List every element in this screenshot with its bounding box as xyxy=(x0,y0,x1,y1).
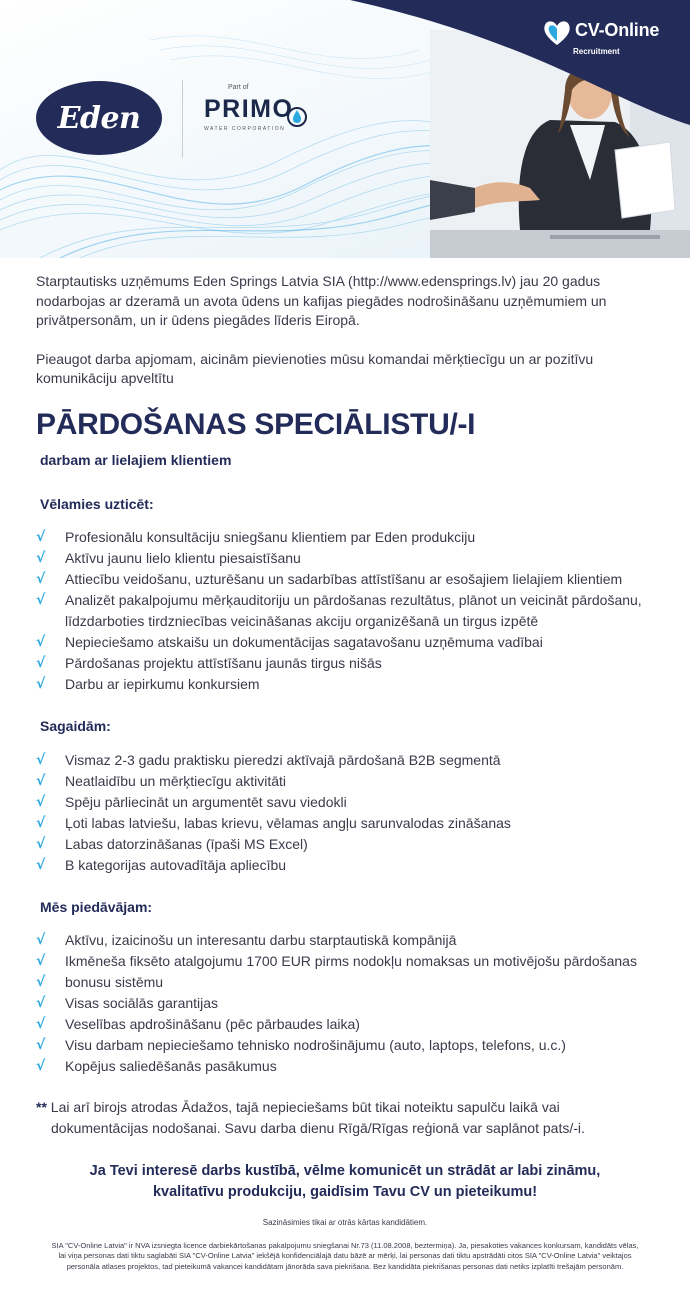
checkmark-icon: √ xyxy=(36,995,46,1011)
duties-list xyxy=(36,527,666,695)
list-item: √ Ikmēneša fiksēto atalgojumu 1700 EUR pirms nodokļu nomaksas un motivējošu pārdošanas xyxy=(36,951,666,972)
logo-divider xyxy=(182,80,183,158)
list-item: √ bonusu sistēmu xyxy=(36,972,666,993)
intro-block xyxy=(36,272,666,389)
note-asterisks: ** xyxy=(36,1099,47,1115)
checkmark-icon: √ xyxy=(36,592,46,608)
eden-logo xyxy=(35,80,163,156)
checkmark-icon: √ xyxy=(36,571,46,587)
list-item: √ Nepieciešamo atskaišu un dokumentācijas sagatavošanu uzņēmuma vadībai xyxy=(36,632,666,653)
list-item: √ B kategorijas autovadītāja apliecību xyxy=(36,855,666,876)
checkmark-icon: √ xyxy=(36,634,46,650)
checkmark-icon: √ xyxy=(36,752,46,768)
job-subtitle: darbam ar lielajiem klientiem xyxy=(40,452,232,468)
checkmark-icon: √ xyxy=(36,550,46,566)
note-line-1: Lai arī birojs atrodas Ādažos, tajā nepieciešams būt tikai noteiktu sapulču laikā vai xyxy=(50,1099,560,1115)
list-item: √ Attiecību veidošanu, uzturēšanu un sadarbības attīstīšanu ar esošajiem lielajiem klientiem xyxy=(36,569,666,590)
list-item: √ Pārdošanas projektu attīstīšanu jaunās tirgus nišās xyxy=(36,653,666,674)
requirements-list xyxy=(36,750,666,876)
list-item: √ Aktīvu jaunu lielo klientu piesaistīšanu xyxy=(36,548,666,569)
list-item: √ Profesionālu konsultāciju sniegšanu klientiem par Eden produkciju xyxy=(36,527,666,548)
checkmark-icon: √ xyxy=(36,529,46,545)
cv-online-heart-icon xyxy=(543,20,571,46)
list-item: √ Neatlaidību un mērķtiecīgu aktivitāti xyxy=(36,771,666,792)
checkmark-icon: √ xyxy=(36,676,46,692)
list-item: √ Veselības apdrošināšanu (pēc pārbaudes laika) xyxy=(36,1014,666,1035)
checkmark-icon: √ xyxy=(36,1037,46,1053)
list-item: √ Visas sociālās garantijas xyxy=(36,993,666,1014)
call-to-action xyxy=(36,1161,654,1203)
section-heading-duties: Vēlamies uzticēt: xyxy=(40,496,154,512)
list-item: √ Analizēt pakalpojumu mērķauditoriju un pārdošanas rezultātus, plānot un veicināt pārdošanu, līdzdarboties tirdzniecības veicināšanas akciju organizēšanā un tirgus izpētē xyxy=(36,592,642,629)
checkmark-icon: √ xyxy=(36,974,46,990)
primo-tagline: WATER CORPORATION xyxy=(204,126,286,132)
checkmark-icon: √ xyxy=(36,794,46,810)
checkmark-icon: √ xyxy=(36,655,46,671)
intro-paragraph-company: Starptautisks uzņēmums Eden Springs Latvia SIA (http://www.edensprings.lv) jau 20 gadus nodarbojas ar dzeramā un avota ūdens un kafijas piegādes nodrošināšanu uzņēmumiem un privātpersonām, un ir ūdens piegādes līderis Eiropā. xyxy=(36,273,607,328)
list-item: √ Aktīvu, izaicinošu un interesantu darbu starptautiskā kompānijā xyxy=(36,930,666,951)
list-item: √ Ļoti labas latviešu, labas krievu, vēlamas angļu sarunvalodas zināšanas xyxy=(36,813,666,834)
cv-online-tagline: Recruitment xyxy=(573,47,620,56)
section-heading-offer: Mēs piedāvājam: xyxy=(40,899,153,915)
cta-line-1: Ja Tevi interesē darbs kustībā, vēlme komunicēt un strādāt ar labi zināmu, xyxy=(89,1163,601,1179)
checkmark-icon: √ xyxy=(36,953,46,969)
list-item: √ Vismaz 2-3 gadu praktisku pieredzi aktīvajā pārdošanā B2B segmentā xyxy=(36,750,666,771)
checkmark-icon: √ xyxy=(36,932,46,948)
offer-list xyxy=(36,930,666,1077)
checkmark-icon: √ xyxy=(36,773,46,789)
checkmark-icon: √ xyxy=(36,836,46,852)
checkmark-icon: √ xyxy=(36,1058,46,1074)
navy-corner-shape xyxy=(350,0,690,125)
contact-note: Sazināsimies tikai ar otrās kārtas kandidātiem. xyxy=(262,1218,428,1227)
header-banner xyxy=(0,0,690,258)
list-item: √ Spēju pārliecināt un argumentēt savu viedokli xyxy=(36,792,666,813)
eden-logo-text: Eden xyxy=(57,100,141,136)
checkmark-icon: √ xyxy=(36,1016,46,1032)
list-item: √ Darbu ar iepirkumu konkursiem xyxy=(36,674,666,695)
checkmark-icon: √ xyxy=(36,815,46,831)
water-drop-icon xyxy=(287,106,307,128)
cv-online-name: CV-Online xyxy=(575,20,660,40)
cta-line-2: kvalitatīvu produkciju, gaidīsim Tavu CV un pieteikumu! xyxy=(152,1184,538,1200)
list-item: √ Kopējus saliedēšanās pasākumus xyxy=(36,1056,666,1077)
list-item: √ Labas datorzināšanas (īpaši MS Excel) xyxy=(36,834,666,855)
part-of-label: Part of xyxy=(228,84,249,91)
note-line-2: dokumentācijas nodošanai. Savu darba dienu Rīgā/Rīgas reģionā var saplānot pats/-i. xyxy=(51,1120,585,1136)
office-note xyxy=(36,1097,666,1139)
section-heading-requirements: Sagaidām: xyxy=(40,718,111,734)
intro-paragraph-invite: Pieaugot darba apjomam, aicinām pievienoties mūsu komandai mērķtiecīgu un ar pozitīvu komunikāciju apveltītu xyxy=(36,350,594,386)
primo-wordmark: PRIMO xyxy=(204,95,294,123)
cv-online-logo xyxy=(543,20,659,46)
job-title: PĀRDOŠANAS SPECIĀLISTU/-I xyxy=(36,408,476,441)
legal-disclaimer: SIA "CV-Online Latvia" ir NVA izsniegta licence darbiekārtošanas pakalpojumu sniegšanai Nr.73 (11.08.2008, beztermiņa). Ja, piesakoties vakances konkursam, kandidāts vēlas, lai viņa personas dati tiktu saglabāti SIA "CV-Online Latvia" iekšējā konfidenciālajā datu bāzē ar mērķi, lai personas dati tiktu apstrādāti citos SIA "CV-Online Latvia" veiktajos personāla atlases projektos, tad pieteikumā vakancei kandidātam jānorāda sava piekrišana. Bez kandidāta piekrišanas personas dati netiks izplatīti trešajām personām. xyxy=(51,1241,639,1271)
list-item: √ Visu darbam nepieciešamo tehnisko nodrošinājumu (auto, laptops, telefons, u.c.) xyxy=(36,1035,666,1056)
checkmark-icon: √ xyxy=(36,857,46,873)
